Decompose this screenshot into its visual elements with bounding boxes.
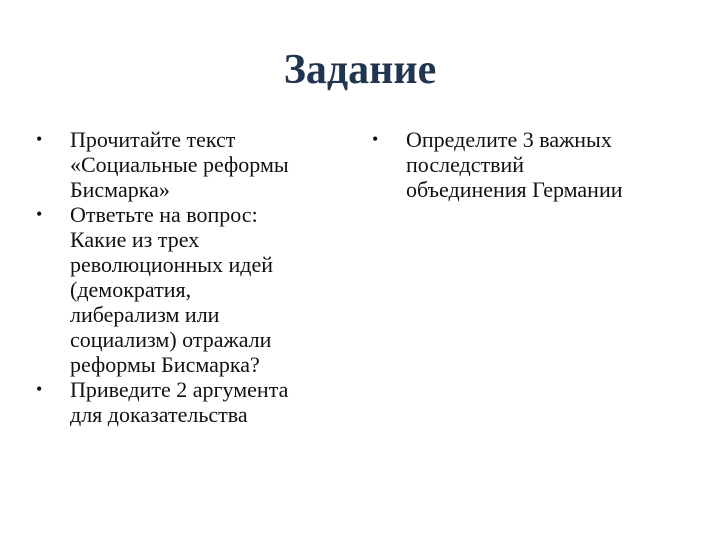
bullet-icon: • — [36, 204, 43, 224]
bullet-text-line: (демократия, — [70, 277, 192, 302]
bullet-text-line: «Социальные реформы — [70, 152, 289, 177]
bullet-text-line: Прочитайте текст — [70, 127, 236, 152]
bullet-text-line: Приведите 2 аргумента — [70, 377, 289, 402]
bullet-text-line: последствий — [406, 152, 525, 177]
slide-title: Задание — [283, 47, 437, 93]
bullet-text-line: Ответьте на вопрос: — [70, 202, 258, 227]
bullet-text-line: Определите 3 важных — [406, 127, 612, 152]
bullet-text-line: для доказательства — [70, 402, 248, 427]
bullet-text-line: либерализм или — [70, 302, 220, 327]
bullet-item — [372, 127, 692, 202]
bullet-item — [36, 202, 356, 377]
right-bullet-list — [372, 127, 692, 202]
bullet-text-line: революционных идей — [70, 252, 274, 277]
bullet-icon: • — [36, 129, 43, 149]
bullet-text-line: реформы Бисмарка? — [70, 352, 260, 377]
bullet-text-line: объединения Германии — [406, 177, 623, 202]
bullet-icon: • — [372, 129, 379, 149]
bullet-item — [36, 127, 356, 202]
bullet-text-line: Бисмарка» — [70, 177, 170, 202]
bullet-item — [36, 377, 356, 427]
bullet-text-line: Какие из трех — [70, 227, 200, 252]
left-bullet-list — [36, 127, 356, 427]
bullet-icon: • — [36, 379, 43, 399]
bullet-text-line: социализм) отражали — [70, 327, 272, 352]
